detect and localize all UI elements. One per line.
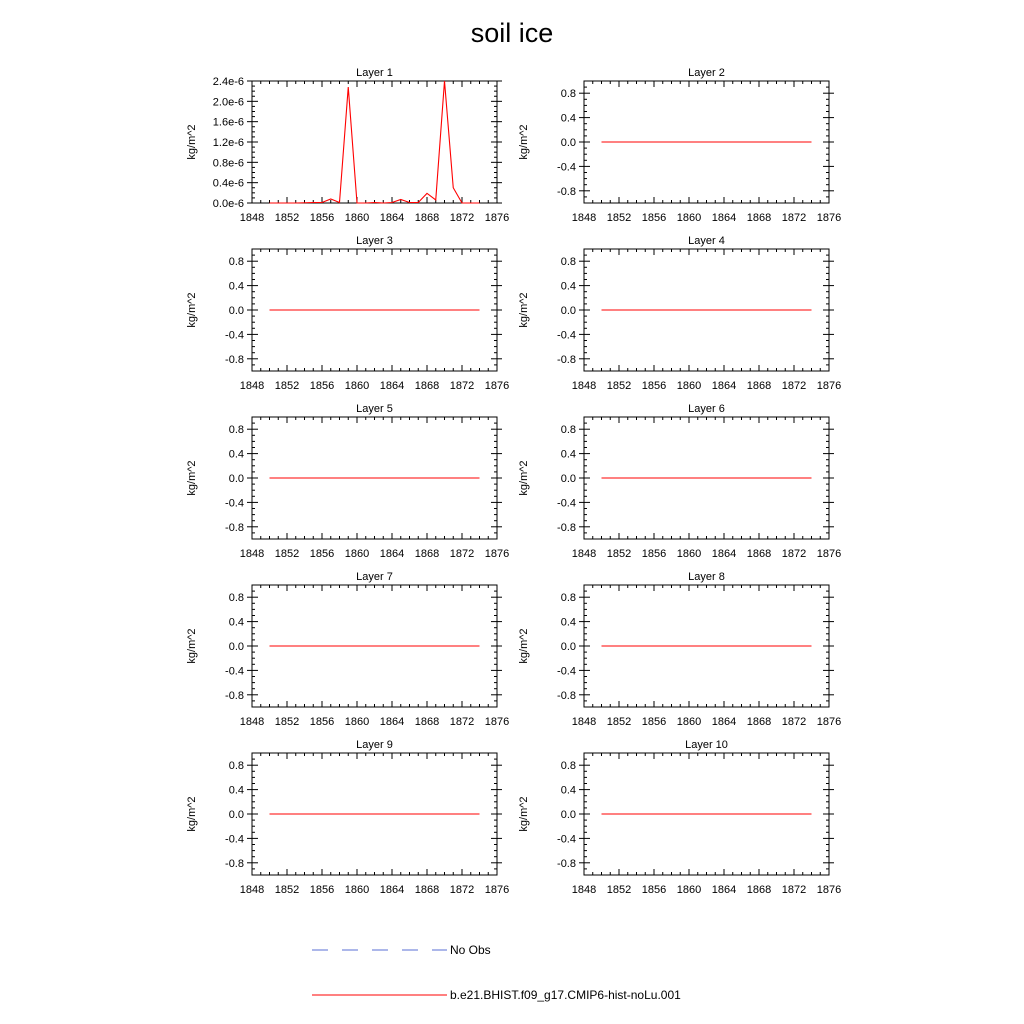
x-tick-label: 1864 <box>711 884 737 896</box>
y-tick-label: 2.0e-6 <box>212 96 244 109</box>
y-tick-label: 0.0 <box>228 305 244 317</box>
x-tick-label: 1864 <box>711 716 737 728</box>
x-tick-label: 1864 <box>379 380 405 392</box>
x-tick-label: 1856 <box>641 380 667 392</box>
x-tick-label: 1848 <box>239 884 265 896</box>
y-tick-label: -0.4 <box>557 665 576 678</box>
y-tick-label: 0.8 <box>228 760 244 773</box>
x-tick-label: 1876 <box>816 380 842 392</box>
x-tick-label: 1868 <box>414 716 440 728</box>
x-tick-label: 1856 <box>309 548 335 560</box>
x-tick-label: 1852 <box>274 884 300 896</box>
x-tick-label: 1872 <box>781 716 807 728</box>
x-tick-label: 1864 <box>711 212 737 224</box>
panel-title: Layer 10 <box>685 739 728 751</box>
x-tick-label: 1872 <box>781 212 807 224</box>
x-tick-label: 1848 <box>571 380 597 392</box>
panel-layer-4 <box>518 235 841 392</box>
y-tick-label: -0.8 <box>225 521 244 534</box>
y-axis-label: kg/m^2 <box>186 628 198 664</box>
y-tick-label: 0.4 <box>560 112 576 125</box>
x-tick-label: 1868 <box>414 380 440 392</box>
x-tick-label: 1876 <box>816 716 842 728</box>
panel-layer-10 <box>518 739 841 896</box>
x-tick-label: 1848 <box>571 884 597 896</box>
y-tick-label: 0.8e-6 <box>212 157 244 170</box>
x-tick-label: 1876 <box>816 548 842 560</box>
x-tick-label: 1856 <box>309 380 335 392</box>
panel-title: Layer 4 <box>688 235 725 247</box>
y-tick-label: 0.8 <box>560 88 576 101</box>
y-axis-label: kg/m^2 <box>518 124 530 160</box>
legend <box>312 943 681 1002</box>
legend-label-no-obs: No Obs <box>450 943 491 957</box>
x-tick-label: 1876 <box>484 212 510 224</box>
y-axis-label: kg/m^2 <box>186 460 198 496</box>
panel-layer-3 <box>186 235 509 392</box>
x-tick-label: 1876 <box>484 380 510 392</box>
y-axis-label: kg/m^2 <box>518 796 530 832</box>
x-tick-label: 1872 <box>449 548 475 560</box>
x-tick-label: 1860 <box>344 548 370 560</box>
x-tick-label: 1876 <box>484 884 510 896</box>
x-tick-label: 1856 <box>309 716 335 728</box>
y-axis-label: kg/m^2 <box>518 628 530 664</box>
panel-layer-5 <box>186 403 509 560</box>
y-tick-label: -0.8 <box>557 857 576 870</box>
x-tick-label: 1868 <box>746 884 772 896</box>
x-tick-label: 1848 <box>239 716 265 728</box>
x-tick-label: 1856 <box>641 716 667 728</box>
x-tick-label: 1864 <box>379 716 405 728</box>
panel-title: Layer 5 <box>356 403 393 415</box>
y-tick-label: 0.4 <box>560 616 576 629</box>
y-tick-label: 0.0 <box>228 473 244 485</box>
x-tick-label: 1876 <box>816 884 842 896</box>
x-tick-label: 1860 <box>344 380 370 392</box>
y-tick-label: 0.4 <box>228 616 244 629</box>
x-tick-label: 1868 <box>746 716 772 728</box>
x-tick-label: 1868 <box>414 548 440 560</box>
x-tick-label: 1868 <box>414 212 440 224</box>
panel-title: Layer 9 <box>356 739 393 751</box>
x-tick-label: 1852 <box>274 548 300 560</box>
x-tick-label: 1864 <box>711 548 737 560</box>
x-tick-label: 1872 <box>781 884 807 896</box>
x-tick-label: 1860 <box>676 884 702 896</box>
x-tick-label: 1848 <box>239 548 265 560</box>
y-tick-label: 0.4 <box>228 280 244 293</box>
y-axis-label: kg/m^2 <box>518 460 530 496</box>
panel-layer-6 <box>518 403 841 560</box>
y-tick-label: -0.4 <box>557 833 576 846</box>
y-tick-label: 2.4e-6 <box>212 76 244 88</box>
x-tick-label: 1864 <box>379 548 405 560</box>
panel-title: Layer 1 <box>356 67 393 79</box>
x-tick-label: 1848 <box>239 380 265 392</box>
x-tick-label: 1876 <box>816 212 842 224</box>
y-tick-label: 0.8 <box>560 256 576 269</box>
x-tick-label: 1856 <box>641 548 667 560</box>
y-tick-label: 0.0 <box>560 641 576 653</box>
x-tick-label: 1860 <box>344 884 370 896</box>
y-tick-label: 0.0 <box>560 305 576 317</box>
x-tick-label: 1864 <box>379 884 405 896</box>
panel-layer-9 <box>186 739 509 896</box>
y-tick-label: -0.8 <box>557 353 576 366</box>
panel-layer-1 <box>186 67 509 224</box>
y-tick-label: -0.8 <box>225 353 244 366</box>
panel-title: Layer 8 <box>688 571 725 583</box>
x-tick-label: 1872 <box>449 380 475 392</box>
panel-title: Layer 3 <box>356 235 393 247</box>
y-tick-label: -0.8 <box>557 185 576 198</box>
y-tick-label: -0.4 <box>557 497 576 510</box>
figure-title: soil ice <box>470 18 554 48</box>
y-tick-label: -0.8 <box>225 689 244 702</box>
x-tick-label: 1852 <box>274 212 300 224</box>
y-tick-label: -0.4 <box>225 665 244 678</box>
y-tick-label: 0.0 <box>560 809 576 821</box>
x-tick-label: 1868 <box>414 884 440 896</box>
y-tick-label: 0.4 <box>560 448 576 461</box>
x-tick-label: 1852 <box>606 380 632 392</box>
x-tick-label: 1872 <box>781 548 807 560</box>
y-tick-label: 0.8 <box>228 256 244 269</box>
x-tick-label: 1868 <box>746 548 772 560</box>
panel-title: Layer 7 <box>356 571 393 583</box>
x-tick-label: 1852 <box>606 548 632 560</box>
x-tick-label: 1876 <box>484 548 510 560</box>
x-tick-label: 1852 <box>606 716 632 728</box>
y-tick-label: -0.4 <box>557 329 576 342</box>
x-tick-label: 1860 <box>676 548 702 560</box>
x-tick-label: 1860 <box>344 212 370 224</box>
y-tick-label: 1.6e-6 <box>212 116 244 129</box>
y-tick-label: -0.4 <box>557 161 576 174</box>
panel-layer-8 <box>518 571 841 728</box>
y-tick-label: 0.8 <box>228 424 244 437</box>
panel-grid <box>186 67 841 896</box>
x-tick-label: 1872 <box>781 380 807 392</box>
panel-layer-2 <box>518 67 841 224</box>
legend-label-run: b.e21.BHIST.f09_g17.CMIP6-hist-noLu.001 <box>450 988 681 1002</box>
x-tick-label: 1872 <box>449 716 475 728</box>
x-tick-label: 1872 <box>449 884 475 896</box>
y-tick-label: 0.0 <box>560 137 576 149</box>
y-axis-label: kg/m^2 <box>186 796 198 832</box>
y-tick-label: -0.8 <box>557 689 576 702</box>
y-tick-label: 0.8 <box>560 760 576 773</box>
x-tick-label: 1872 <box>449 212 475 224</box>
x-tick-label: 1860 <box>344 716 370 728</box>
x-tick-label: 1860 <box>676 380 702 392</box>
y-axis-label: kg/m^2 <box>186 124 198 160</box>
x-tick-label: 1856 <box>309 212 335 224</box>
x-tick-label: 1852 <box>274 380 300 392</box>
panel-title: Layer 6 <box>688 403 725 415</box>
x-tick-label: 1868 <box>746 212 772 224</box>
panel-title: Layer 2 <box>688 67 725 79</box>
x-tick-label: 1876 <box>484 716 510 728</box>
y-axis-label: kg/m^2 <box>186 292 198 328</box>
x-tick-label: 1868 <box>746 380 772 392</box>
y-tick-label: -0.8 <box>225 857 244 870</box>
y-tick-label: -0.4 <box>225 329 244 342</box>
plot-frame <box>252 81 497 203</box>
panel-layer-7 <box>186 571 509 728</box>
y-tick-label: -0.8 <box>557 521 576 534</box>
y-tick-label: 0.4 <box>228 448 244 461</box>
x-tick-label: 1856 <box>309 884 335 896</box>
x-tick-label: 1856 <box>641 884 667 896</box>
y-tick-label: 0.0e-6 <box>212 198 244 210</box>
x-tick-label: 1856 <box>641 212 667 224</box>
x-tick-label: 1860 <box>676 212 702 224</box>
series-line <box>270 81 480 203</box>
y-tick-label: 0.0 <box>228 641 244 653</box>
y-tick-label: -0.4 <box>225 497 244 510</box>
x-tick-label: 1852 <box>274 716 300 728</box>
x-tick-label: 1848 <box>571 212 597 224</box>
x-tick-label: 1864 <box>379 212 405 224</box>
y-axis-label: kg/m^2 <box>518 292 530 328</box>
y-tick-label: 0.0 <box>560 473 576 485</box>
y-tick-label: 0.8 <box>560 592 576 605</box>
x-tick-label: 1848 <box>571 548 597 560</box>
y-tick-label: 0.4e-6 <box>212 177 244 190</box>
y-tick-label: 1.2e-6 <box>212 137 244 149</box>
y-tick-label: 0.4 <box>560 280 576 293</box>
y-tick-label: 0.4 <box>228 784 244 797</box>
x-tick-label: 1860 <box>676 716 702 728</box>
x-tick-label: 1864 <box>711 380 737 392</box>
y-tick-label: 0.8 <box>560 424 576 437</box>
y-tick-label: 0.0 <box>228 809 244 821</box>
x-tick-label: 1852 <box>606 884 632 896</box>
x-tick-label: 1852 <box>606 212 632 224</box>
y-tick-label: -0.4 <box>225 833 244 846</box>
y-tick-label: 0.8 <box>228 592 244 605</box>
y-tick-label: 0.4 <box>560 784 576 797</box>
x-tick-label: 1848 <box>571 716 597 728</box>
x-tick-label: 1848 <box>239 212 265 224</box>
